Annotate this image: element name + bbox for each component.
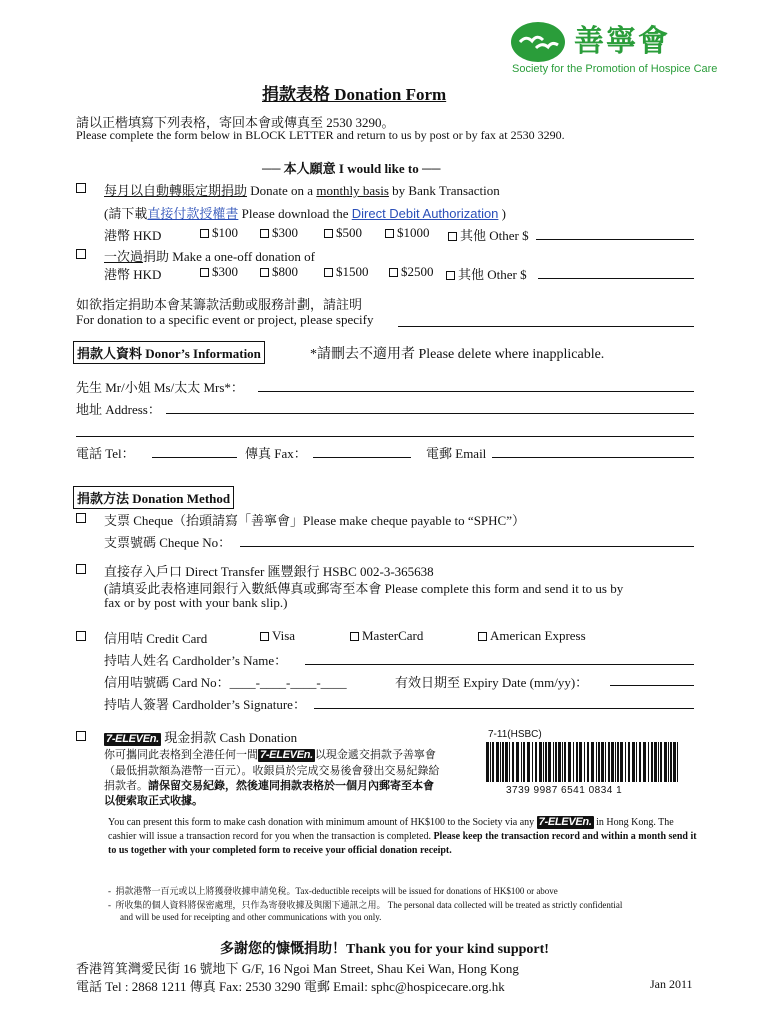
card-mastercard[interactable]: MasterCard [350, 628, 423, 644]
transfer-line-2: (請填妥此表格連同銀行入數紙傳真或郵寄至本會 Please complete this form and send it to us by [104, 581, 624, 596]
oneoff-option-1500[interactable]: $1500 [324, 264, 369, 280]
monthly-amount-row: 港幣 HKD $100 $300 $500 $1000 其他 Other $ [104, 225, 529, 243]
checkbox-icon [389, 268, 398, 277]
oneoff-option-2500[interactable]: $2500 [389, 264, 434, 280]
intro-line-1: 請以正楷填寫下列表格，寄回本會或傳真至 2530 3290。 [76, 115, 395, 130]
donor-heading: 捐款人資料 Donor’s Information [73, 341, 265, 364]
address-field-1[interactable] [166, 413, 694, 414]
oneoff-label: 一次過捐助 Make a one-off donation of [104, 249, 315, 264]
monthly-other-field[interactable] [536, 239, 694, 240]
monthly-label: 每月以自動轉賬定期捐助 Donate on a monthly basis by Bank Transaction [104, 183, 500, 198]
cash-title-row [104, 727, 297, 746]
form-title: 捐款表格 Donation Form [262, 85, 447, 104]
signature-field[interactable] [314, 708, 694, 709]
cash-cn-line-4: 以便索取正式收據。 [104, 794, 203, 807]
logo [510, 14, 718, 76]
cash-english-paragraph: You can present this form to make cash donation with minimum amount of HK$100 to the Society via any 7-ELEVEn. in Hong Kong. The cashier will issue a transaction record for you when the transaction is completed. Please keep the transaction record and within a month send it to us together with your completed form to receive your official donation receipt. [108, 816, 697, 856]
cheque-checkbox[interactable] [76, 513, 86, 523]
logo-english: Society for the Promotion of Hospice Care [512, 63, 718, 75]
download-line: (請下載直接付款授權書 Please download the Direct Debit Authorization ) [104, 206, 507, 221]
note-1: - 捐款港幣一百元或以上將獲發收據申請免稅。Tax-deductible receipts will be issued for donations of HK$100 or above [108, 886, 558, 896]
monthly-option-1000[interactable]: $1000 [385, 225, 430, 241]
name-field[interactable] [258, 391, 694, 392]
specific-en: For donation to a specific event or project, please specify [76, 312, 374, 327]
barcode-icon [484, 742, 684, 786]
checkbox-icon [448, 232, 457, 241]
logo-chinese: 善寧會 [574, 24, 670, 59]
footer-date: Jan 2011 [650, 977, 693, 991]
oneoff-amount-row: 港幣 HKD $300 $800 $1500 $2500 其他 Other $ [104, 264, 527, 282]
monthly-option-100[interactable]: $100 [200, 225, 238, 241]
transfer-line-1: 直接存入戶口 Direct Transfer 匯豐銀行 HSBC 002-3-365638 [104, 564, 434, 579]
seven-eleven-logo: 7-ELEVEn. [538, 816, 592, 828]
checkbox-icon [350, 632, 359, 641]
method-heading: 捐款方法 Donation Method [73, 486, 234, 509]
cash-cn-line-3: 捐款者。請保留交易紀錄，然後連同捐款表格於一個月內郵寄至本會 [104, 779, 434, 792]
cash-title: 現金捐款 Cash Donation [164, 730, 298, 745]
specific-field[interactable] [398, 326, 694, 327]
direct-debit-cn-link[interactable]: 直接付款授權書 [147, 206, 239, 221]
fax-field[interactable] [313, 457, 411, 458]
email-label: 電郵 Email [426, 446, 487, 461]
checkbox-icon [260, 229, 269, 238]
oneoff-other-field[interactable] [538, 278, 694, 279]
checkbox-icon [478, 632, 487, 641]
checkbox-icon [200, 268, 209, 277]
address-field-2[interactable] [76, 436, 694, 437]
cheque-no-label: 支票號碼 Cheque No： [104, 535, 232, 550]
expiry-label: 有效日期至 Expiry Date (mm/yy)： [395, 675, 589, 690]
wish-heading: ── 本人願意 I would like to ── [262, 161, 441, 176]
oneoff-option-800[interactable]: $800 [260, 264, 298, 280]
checkbox-icon [385, 229, 394, 238]
card-amex[interactable]: American Express [478, 628, 586, 644]
cheque-label: 支票 Cheque（抬頭請寫「善寧會」Please make cheque payable to “SPHC”） [104, 513, 525, 528]
address-label: 地址 Address： [76, 402, 161, 417]
card-no-field[interactable]: ____-____-____-____ [229, 675, 347, 690]
checkbox-icon [260, 268, 269, 277]
credit-label: 信用咭 Credit Card [104, 631, 208, 646]
fax-label: 傳真 Fax： [245, 446, 307, 461]
oneoff-option-300[interactable]: $300 [200, 264, 238, 280]
monthly-option-300[interactable]: $300 [260, 225, 298, 241]
logo-emblem-icon [510, 20, 568, 64]
name-label: 先生 Mr/小姐 Ms/太太 Mrs*： [76, 380, 244, 395]
direct-debit-link[interactable]: Direct Debit Authorization [351, 206, 499, 221]
monthly-option-other[interactable]: 其他 Other $ [448, 225, 529, 244]
tel-label: 電話 Tel： [76, 446, 135, 461]
tel-field[interactable] [152, 457, 237, 458]
footer-contact: 電話 Tel : 2868 1211 傳真 Fax: 2530 3290 電郵 Email: sphc@hospicecare.org.hk [76, 979, 505, 994]
intro-line-2: Please complete the form below in BLOCK LETTER and return to us by post or by fax at 2530 3290. [76, 128, 565, 142]
footer-address: 香港筲箕灣愛民街 16 號地下 G/F, 16 Ngoi Man Street, Shau Kei Wan, Hong Kong [76, 961, 519, 976]
signature-label: 持咭人簽署 Cardholder’s Signature： [104, 697, 306, 712]
card-no-label: 信用咭號碼 Card No：____-____-____-____ [104, 675, 347, 690]
cardholder-name-label: 持咭人姓名 Cardholder’s Name： [104, 653, 288, 668]
transfer-checkbox[interactable] [76, 564, 86, 574]
note-2: - 所收集的個人資料將保密處理，只作為寄發收據及與閣下通訊之用。 The personal data collected will be treated as strictly confidential [108, 900, 623, 910]
oneoff-option-other[interactable]: 其他 Other $ [446, 264, 527, 283]
expiry-field[interactable] [610, 685, 694, 686]
monthly-checkbox[interactable] [76, 183, 86, 193]
cardholder-name-field[interactable] [305, 664, 694, 665]
credit-checkbox[interactable] [76, 631, 86, 641]
email-field[interactable] [492, 457, 694, 458]
note-3: and will be used for receipting and other communications with you only. [120, 912, 382, 922]
delete-note: *請刪去不適用者 Please delete where inapplicable. [310, 347, 605, 362]
thanks: 多謝您的慷慨捐助！Thank you for your kind support! [220, 942, 549, 957]
oneoff-checkbox[interactable] [76, 249, 86, 259]
transfer-line-3: fax or by post with your bank slip.) [104, 595, 288, 610]
cash-cn-line-1: 你可攜同此表格到全港任何一間 7-ELEVEn. 以現金遞交捐款予善寧會 [104, 748, 436, 761]
cheque-no-field[interactable] [240, 546, 694, 547]
checkbox-icon [324, 229, 333, 238]
checkbox-icon [324, 268, 333, 277]
card-visa[interactable]: Visa [260, 628, 295, 644]
checkbox-icon [200, 229, 209, 238]
specific-cn: 如欲指定捐助本會某籌款活動或服務計劃，請註明 [76, 297, 363, 312]
barcode-title: 7-11(HSBC) [488, 729, 542, 740]
cash-checkbox[interactable] [76, 731, 86, 741]
checkbox-icon [260, 632, 269, 641]
checkbox-icon [446, 271, 455, 280]
cash-cn-line-2: （最低捐款額為港幣一百元）。收銀員於完成交易後會發出交易紀錄給 [104, 764, 440, 777]
monthly-option-500[interactable]: $500 [324, 225, 362, 241]
barcode-number: 3739 9987 6541 0834 1 [506, 785, 623, 796]
seven-eleven-logo: 7-ELEVEn. [106, 733, 159, 745]
seven-eleven-logo: 7-ELEVEn. [260, 749, 313, 761]
